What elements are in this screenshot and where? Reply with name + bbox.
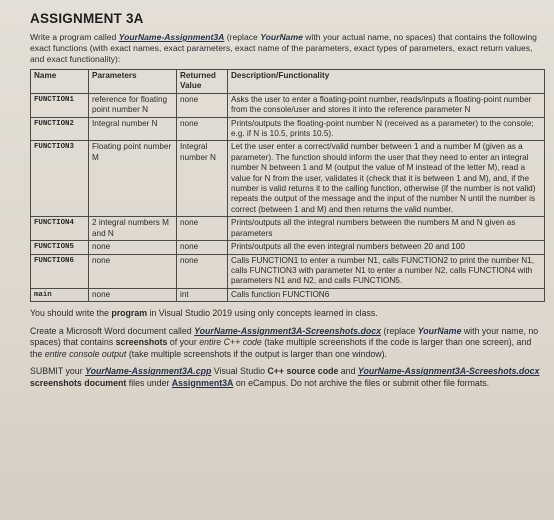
- header-description: Description/Functionality: [228, 70, 545, 94]
- table-row: [31, 93, 545, 117]
- table-header-row: [31, 70, 545, 94]
- functions-table: [30, 69, 545, 302]
- function-params: none: [89, 241, 177, 254]
- table-row: [31, 117, 545, 141]
- para-italic: entire console output: [44, 348, 127, 359]
- function-name: FUNCTION5: [31, 241, 89, 254]
- function-params: none: [89, 254, 177, 288]
- para-text: SUBMIT your: [30, 366, 86, 377]
- para-text: in Visual Studio 2019 using only concepts learned in class.: [147, 308, 378, 319]
- header-name: Name: [31, 70, 89, 94]
- intro-paragraph: [30, 32, 544, 65]
- function-name: main: [31, 288, 89, 301]
- function-returned: none: [177, 117, 228, 141]
- para-text: on eCampus. Do not archive the files or submit other file formats.: [233, 377, 490, 388]
- function-returned: none: [177, 254, 228, 288]
- table-row: [31, 241, 545, 254]
- para-italic: entire C++ code: [199, 337, 262, 348]
- para-bold: C++ source code: [267, 366, 339, 377]
- paragraph-program: [30, 308, 544, 320]
- para-text: files under: [126, 377, 172, 388]
- screenshots-file-name: YourName-Assignment3A-Screeshots.docx: [357, 366, 540, 377]
- function-desc: Prints/outputs the floating-point number N (received as a parameter) to the console; e.g. if N is 10.5, prints 10.5).: [228, 117, 545, 141]
- para-bold: screenshots: [115, 337, 168, 348]
- function-desc: Prints/outputs all the even integral numbers between 20 and 100: [228, 241, 545, 254]
- assignment-content: [30, 10, 544, 395]
- function-returned: none: [177, 93, 228, 117]
- table-row: [31, 254, 545, 288]
- folder-name: Assignment3A: [171, 377, 234, 388]
- header-returned-value: Returned Value: [177, 70, 228, 94]
- para-bold: screenshots document: [30, 377, 127, 388]
- table-row: [31, 217, 545, 241]
- function-params: Integral number N: [89, 117, 177, 141]
- para-bold: program: [111, 308, 148, 319]
- para-text: You should write the: [30, 308, 112, 319]
- para-text: (take multiple screenshots if the code is larger than one screen), and the: [30, 337, 532, 359]
- function-name: FUNCTION2: [31, 117, 89, 141]
- function-params: reference for floating point number N: [89, 93, 177, 117]
- instructions: [30, 308, 544, 389]
- function-name: FUNCTION4: [31, 217, 89, 241]
- para-text: and: [338, 366, 358, 377]
- para-text: with your name, no spaces) that contains: [30, 325, 539, 348]
- intro-text: with your actual name, no spaces) that contains the following exact functions (with exact names, exact parameters, exact name of the parameters, exact types of parameters, exact return values, and exact functionality):: [30, 32, 537, 64]
- your-name-keyword: YourName: [260, 32, 303, 42]
- intro-text: (replace: [224, 32, 261, 42]
- para-text: (take multiple screenshots if the output is larger than one window).: [126, 348, 387, 359]
- your-name-keyword: YourName: [417, 325, 462, 336]
- function-name: FUNCTION1: [31, 93, 89, 117]
- para-text: (replace: [381, 325, 418, 336]
- function-desc: Prints/outputs all the integral numbers between the numbers M and N given as parameters: [228, 217, 545, 241]
- function-params: Floating point number M: [89, 141, 177, 217]
- paragraph-word-document: [30, 326, 544, 361]
- function-returned: Integral number N: [177, 141, 228, 217]
- intro-text: Write a program called: [30, 32, 119, 42]
- program-name: YourName-Assignment3A: [118, 32, 225, 42]
- para-text: Visual Studio: [211, 366, 268, 377]
- table-row: [31, 288, 545, 301]
- function-returned: int: [177, 288, 228, 301]
- document-name: YourName-Assignment3A-Screenshots.docx: [194, 325, 382, 336]
- function-desc: Let the user enter a correct/valid number between 1 and a number M (given as a parameter). The function should inform the user that they need to enter an integral number N between 1 and M (output the value of M instead of the letter M), read a value for N from the user, validates it (check that it is between 1 and M), and, if the number is valid returns it to the calling function, otherwise (if the number is not valid) repeats the output of the message and the input of the number N until the number is correct (between 1 and M) and then returns the valid number.: [228, 141, 545, 217]
- function-params: 2 integral numbers M and N: [89, 217, 177, 241]
- function-name: FUNCTION6: [31, 254, 89, 288]
- function-name: FUNCTION3: [31, 141, 89, 217]
- para-text: Create a Microsoft Word document called: [30, 325, 195, 336]
- page-title: ASSIGNMENT 3A: [30, 11, 144, 26]
- para-text: of your: [167, 337, 200, 348]
- cpp-file-name: YourName-Assignment3A.cpp: [85, 366, 212, 377]
- function-returned: none: [177, 217, 228, 241]
- function-params: none: [89, 288, 177, 301]
- function-desc: Calls function FUNCTION6: [228, 288, 545, 301]
- function-desc: Asks the user to enter a floating-point number, reads/inputs a floating-point number from the console/user and stores it into the reference parameter N: [228, 93, 545, 117]
- header-parameters: Parameters: [89, 70, 177, 94]
- table-row: [31, 141, 545, 217]
- function-desc: Calls FUNCTION1 to enter a number N1, calls FUNCTION2 to print the number N1, calls FUNCTION3 with parameter N1 to enter a number N2, calls FUNCTION4 with parameters N1 and N2, and calls FUNCTION5.: [228, 254, 545, 288]
- function-returned: none: [177, 241, 228, 254]
- paragraph-submit: [30, 366, 544, 389]
